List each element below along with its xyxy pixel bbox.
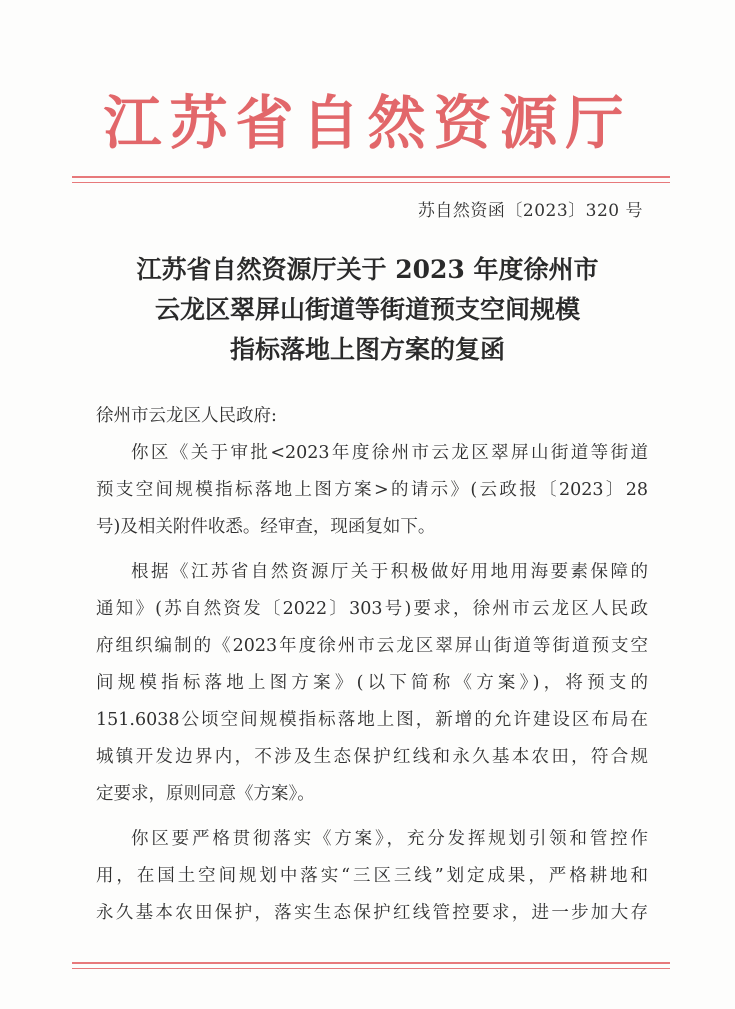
paragraph-line: 号)及相关附件收悉。经审查，现函复如下。 — [96, 517, 436, 537]
paragraph-line: 你区《关于审批<2023年度徐州市云龙区翠屏山街道等街道 — [131, 443, 648, 463]
header-red-rule-thin — [72, 182, 670, 183]
paragraph-line: 定要求，原则同意《方案》。 — [96, 784, 315, 804]
heading-line: 指标落地上图方案的复函 — [229, 335, 505, 364]
paragraph-line: 通知》(苏自然资发〔2022〕303号)要求，徐州市云龙区人民政 — [96, 599, 648, 619]
document-heading — [0, 250, 735, 370]
heading-line: 江苏省自然资源厅关于 2023 年度徐州市 — [136, 255, 599, 284]
paragraph-line: 151.6038公顷空间规模指标落地上图，新增的允许建设区布局在 — [96, 710, 648, 730]
paragraph-line: 间规模指标落地上图方案》(以下简称《方案》)，将预支的 — [96, 673, 648, 693]
paragraph-line: 城镇开发边界内，不涉及生态保护红线和永久基本农田，符合规 — [96, 747, 648, 767]
footer-red-rule-thin — [72, 968, 670, 969]
heading-line: 云龙区翠屏山街道等街道预支空间规模 — [154, 295, 580, 324]
footer-red-rule — [72, 962, 670, 964]
header-red-rule — [72, 176, 670, 178]
paragraph-2 — [96, 554, 648, 813]
paragraph-line: 府组织编制的《2023年度徐州市云龙区翠屏山街道等街道预支空 — [96, 636, 648, 656]
paragraph-line: 根据《江苏省自然资源厅关于积极做好用地用海要素保障的 — [131, 562, 648, 582]
document-body — [96, 398, 648, 932]
paragraph-3 — [96, 821, 648, 932]
document-number: 苏自然资函〔2023〕320 号 — [417, 201, 643, 221]
paragraph-line: 预支空间规模指标落地上图方案>的请示》(云政报〔2023〕28 — [96, 480, 648, 500]
paragraph-line: 你区要严格贯彻落实《方案》，充分发挥规划引领和管控作 — [131, 829, 648, 849]
paragraph-line: 用，在国土空间规划中落实“三区三线”划定成果，严格耕地和 — [96, 866, 648, 886]
agency-title: 江苏省自然资源厅 — [103, 89, 632, 157]
paragraph-line: 永久基本农田保护，落实生态保护红线管控要求，进一步加大存 — [96, 903, 648, 923]
paragraph-1 — [96, 435, 648, 546]
salutation: 徐州市云龙区人民政府: — [96, 406, 277, 426]
